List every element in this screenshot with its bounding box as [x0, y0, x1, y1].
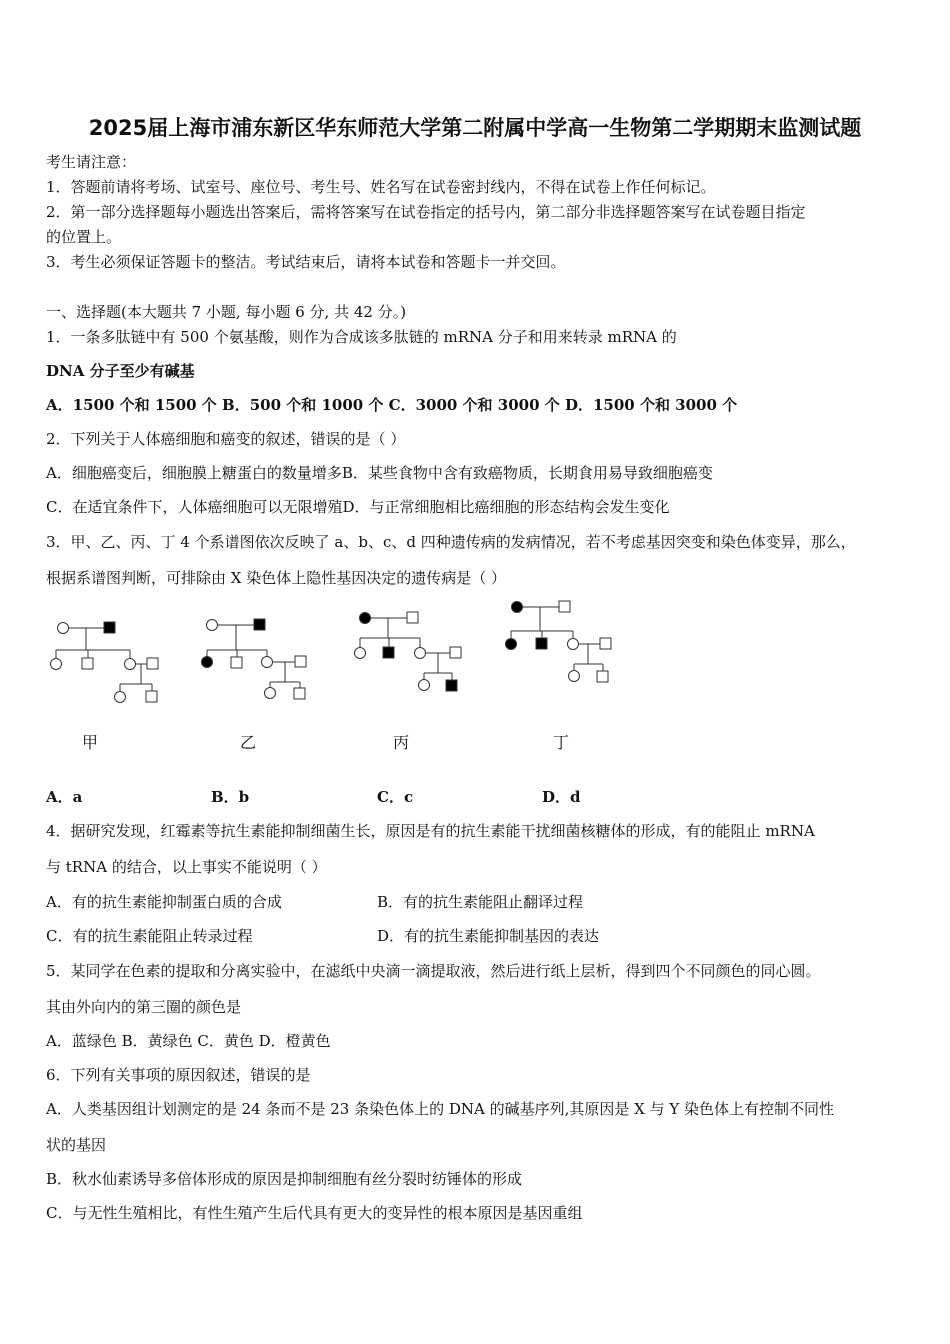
q6-option-b: B．秋水仙素诱导多倍体形成的原因是抑制细胞有丝分裂时纺锤体的形成 [46, 1170, 523, 1188]
q3-stem-cont: 根据系谱图判断，可排除由 X 染色体上隐性基因决定的遗传病是（ ） [46, 569, 506, 587]
q6-option-a: A．人类基因组计划测定的是 24 条而不是 23 条染色体上的 DNA 的碱基序列,其原因是 X 与 Y 染色体上有控制不同性 [46, 1100, 835, 1118]
q2-options-cd: C．在适宜条件下，人体癌细胞可以无限增殖D．与正常细胞相比癌细胞的形态结构会发生变化 [46, 498, 670, 516]
q5-stem: 5．某同学在色素的提取和分离实验中，在滤纸中央滴一滴提取液，然后进行纸上层析，得到四个不同颜色的同心圆。 [46, 962, 821, 980]
q1-options: A．1500 个和 1500 个 B．500 个和 1000 个 C．3000 个和 3000 个 D．1500 个和 3000 个 [46, 396, 738, 414]
q2-options-ab: A．细胞癌变后，细胞膜上糖蛋白的数量增多B．某些食物中含有致癌物质，长期食用易导致细胞癌变 [46, 464, 713, 482]
pedigree-bing [355, 612, 462, 691]
q4-option-d: D．有的抗生素能抑制基因的表达 [377, 927, 600, 945]
pedigree-diagrams [40, 600, 640, 715]
q3-stem: 3．甲、乙、丙、丁 4 个系谱图依次反映了 a、b、c、d 四种遗传病的发病情况，若不考虑基因突变和染色体变异，那么， [46, 533, 856, 551]
q4-stem: 4．据研究发现，红霉素等抗生素能抑制细菌生长，原因是有的抗生素能干扰细菌核糖体的形成，有的能阻止 mRNA [46, 822, 815, 840]
q6-option-c: C．与无性生殖相比，有性生殖产生后代具有更大的变异性的根本原因是基因重组 [46, 1204, 583, 1222]
q4-option-c: C．有的抗生素能阻止转录过程 [46, 927, 253, 945]
pedigree-yi [202, 619, 307, 699]
pedigree-jia [51, 622, 159, 703]
q4-stem-cont: 与 tRNA 的结合，以上事实不能说明（ ） [46, 858, 327, 876]
q3-option-c: C．c [377, 788, 414, 806]
q3-option-d: D．d [542, 788, 581, 806]
pedigree-ding [506, 601, 612, 682]
notice-item: 3．考生必须保证答题卡的整洁。考试结束后，请将本试卷和答题卡一并交回。 [46, 253, 566, 271]
q4-option-a: A．有的抗生素能抑制蛋白质的合成 [46, 893, 282, 911]
pedigree-label: 丙 [393, 733, 410, 752]
page-title: 2025届上海市浦东新区华东师范大学第二附属中学高一生物第二学期期末监测试题 [88, 116, 862, 140]
q5-stem-cont: 其由外向内的第三圈的颜色是 [46, 998, 242, 1016]
q5-options: A．蓝绿色 B．黄绿色 C．黄色 D．橙黄色 [46, 1032, 331, 1050]
pedigree-label: 乙 [240, 733, 257, 752]
q1-stem-cont: DNA 分子至少有碱基 [46, 362, 195, 380]
section-heading: 一、选择题(本大题共 7 小题, 每小题 6 分, 共 42 分。) [46, 303, 407, 321]
notice-item: 1．答题前请将考场、试室号、座位号、考生号、姓名写在试卷密封线内，不得在试卷上作任何标记。 [46, 178, 716, 196]
q4-option-b: B．有的抗生素能阻止翻译过程 [377, 893, 584, 911]
pedigree-label: 丁 [553, 733, 570, 752]
q6-stem: 6．下列有关事项的原因叙述，错误的是 [46, 1066, 311, 1084]
q1-stem: 1．一条多肽链中有 500 个氨基酸，则作为合成该多肽链的 mRNA 分子和用来转录 mRNA 的 [46, 328, 677, 346]
pedigree-label: 甲 [82, 733, 99, 752]
q6-option-a-cont: 状的基因 [46, 1136, 107, 1154]
q3-option-b: B．b [211, 788, 250, 806]
notice-item: 2．第一部分选择题每小题选出答案后，需将答案写在试卷指定的括号内，第二部分非选择题答案写在试卷题目指定 [46, 203, 806, 221]
notice-heading: 考生请注意： [46, 153, 137, 171]
q2-stem: 2．下列关于人体癌细胞和癌变的叙述，错误的是（ ） [46, 430, 406, 448]
notice-item: 的位置上。 [46, 228, 122, 246]
q3-option-a: A．a [46, 788, 83, 806]
